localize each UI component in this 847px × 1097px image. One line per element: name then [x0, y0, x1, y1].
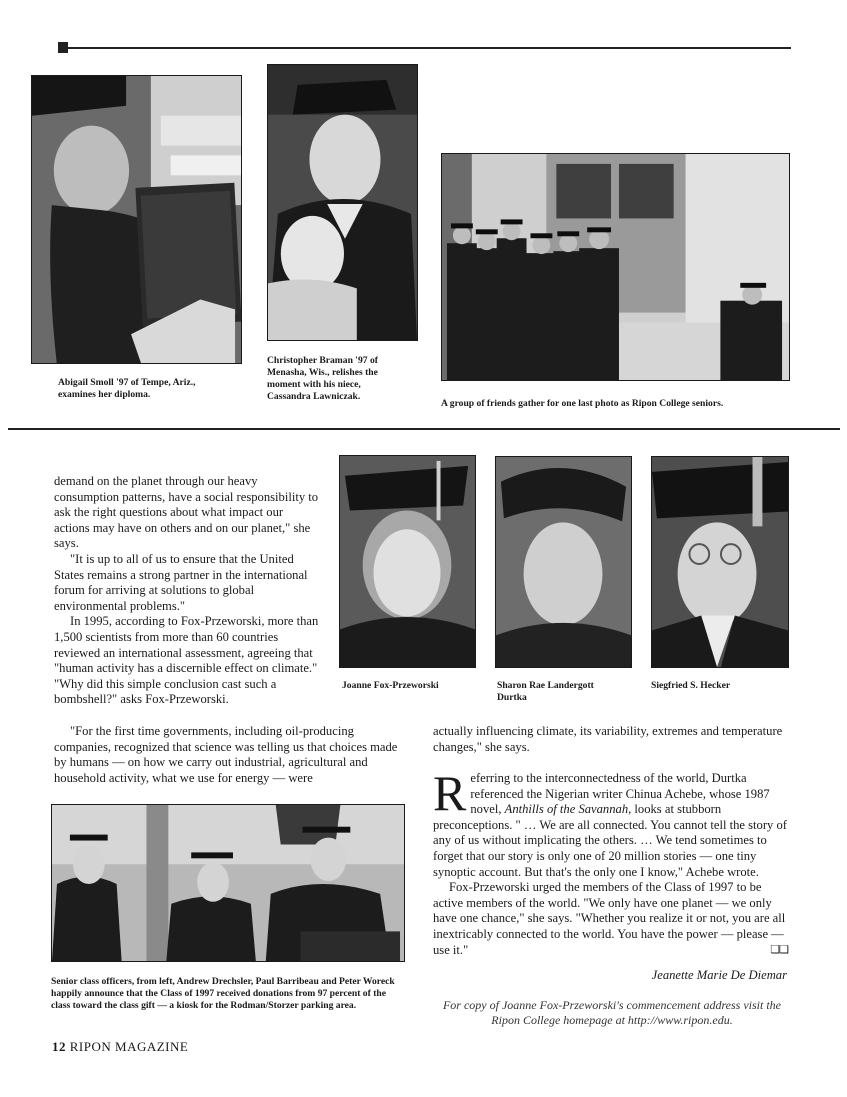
- caption-senior-class-officers: Senior class officers, from left, Andrew Drechsler, Paul Barribeau and Peter Woreck happily announce that the Class of 1997 received donations from 97 percent of the class toward the class gift — a kiosk for the Rodman/Storzer parking area.: [51, 976, 395, 1012]
- caption-abigail-smoll: Abigail Smoll '97 of Tempe, Ariz., examines her diploma.: [58, 377, 196, 400]
- book-title: Anthills of the Savannah: [504, 802, 629, 817]
- photo-group-of-friends: [441, 153, 790, 381]
- top-rule-block: [58, 42, 68, 53]
- end-mark: ❏❏: [770, 943, 788, 956]
- photo-sharon-durtka: [495, 456, 632, 668]
- caption-group-of-friends: A group of friends gather for one last photo as Ripon College seniors.: [441, 398, 724, 409]
- paragraph: "For the first time governments, including oil-producing companies, recognized that science was telling us that choices made by humans — on how we carry out industrial, agricultural and household activity, what we use for energy — were: [54, 724, 398, 785]
- photo-siegfried-hecker: [651, 456, 789, 668]
- author-signature: Jeanette Marie De Diemar: [651, 968, 787, 982]
- photo-christopher-braman: [267, 64, 418, 341]
- paragraph: "It is up to all of us to ensure that the United States remains a strong partner in the international forum for arriving at solutions to global environmental problems.": [54, 551, 308, 613]
- section-rule: [8, 428, 840, 430]
- paragraph: [433, 765, 788, 880]
- page-number: 12: [52, 1039, 66, 1054]
- caption-joanne-fox-przeworski: Joanne Fox-Przeworski: [342, 680, 439, 691]
- top-rule: [68, 47, 791, 49]
- photo-senior-class-officers: [51, 804, 405, 962]
- photo-abigail-smoll: [31, 75, 242, 364]
- magazine-name: RIPON MAGAZINE: [69, 1039, 189, 1054]
- caption-sharon-durtka: Sharon Rae Landergott Durtka: [497, 680, 594, 703]
- caption-siegfried-hecker: Siegfried S. Hecker: [651, 680, 731, 691]
- drop-cap: R: [433, 765, 467, 821]
- photo-joanne-fox-przeworski: [339, 455, 476, 668]
- right-column-dropcap-paragraph: [433, 765, 788, 958]
- paragraph: actually influencing climate, its variability, extremes and temperature changes," she says.: [433, 724, 783, 754]
- left-column-text: [54, 474, 319, 708]
- paragraph-text: Fox-Przeworski urged the members of the Class of 1997 to be active members of the world. "We only have one planet — we only have one chance," she says. "Whether you realize it or not, you are all inextricably connected to the world. You have the power — please — use it.": [433, 880, 786, 957]
- caption-christopher-braman: Christopher Braman '97 of Menasha, Wis., relishes the moment with his niece, Cassandra Lawniczak.: [267, 355, 378, 402]
- paragraph: In 1995, according to Fox-Przeworski, more than 1,500 scientists from more than 60 countries reviewed an international assessment, agreeing that "human activity has a discernible effect on climate." "Why did this simple conclusion cast such a bombshell?" asks Fox-Przeworski.: [54, 614, 319, 707]
- address-note: For copy of Joanne Fox-Przeworski's commencement address visit the Ripon College homepage at http://www.ripon.edu.: [442, 998, 782, 1027]
- wide-paragraph: [54, 724, 408, 786]
- paragraph-text: eferring to the interconnectedness of the world, Durtka referenced the Nigerian writer Chinua Achebe, whose 1987 novel,: [470, 771, 770, 817]
- right-column-text: [433, 724, 788, 755]
- page-footer: [52, 1039, 188, 1055]
- paragraph: demand on the planet through our heavy consumption patterns, have a social responsibility to ask the right questions about what impact our actions may have on others and on our planet," she says.: [54, 474, 319, 551]
- paragraph: [433, 880, 788, 958]
- paragraph-text: , looks at stubborn preconceptions. " … We are all connected. You cannot tell the story of any of us without implicating the others. … We tend sometimes to forget that our story is only one of 20 million stories — one tiny synoptic account. But that's the only one I know," Achebe wrote.: [433, 802, 787, 879]
